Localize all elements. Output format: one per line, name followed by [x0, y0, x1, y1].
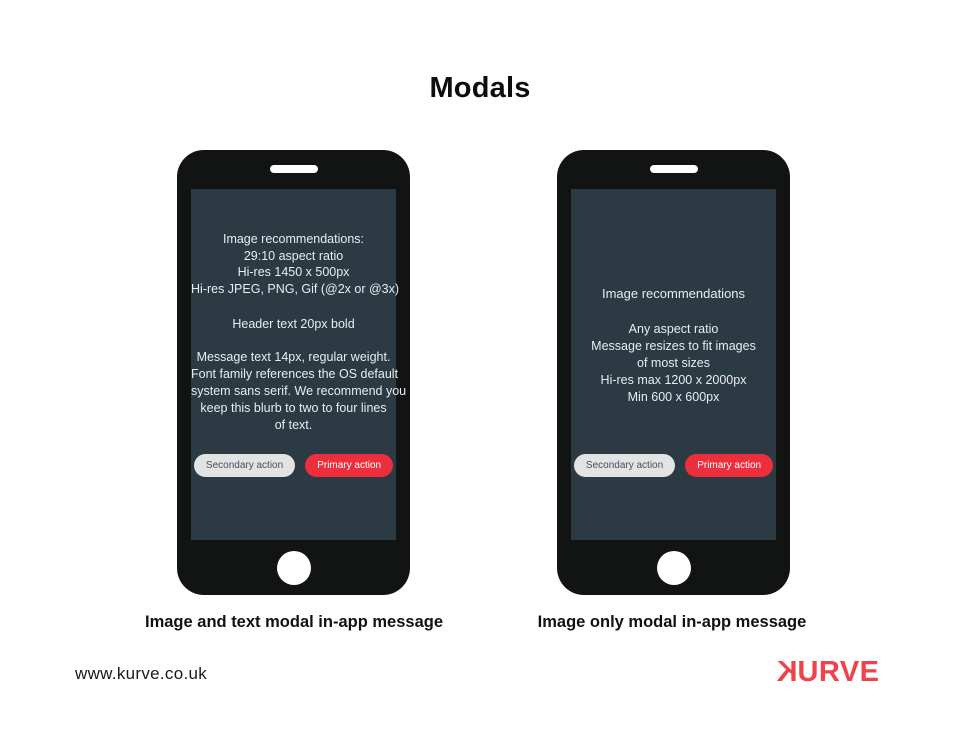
website-url: www.kurve.co.uk — [75, 664, 208, 683]
detail-line: of most sizes — [637, 356, 710, 370]
secondary-action-button[interactable]: Secondary action — [574, 454, 675, 477]
message-line: of text. — [274, 418, 313, 432]
phone-frame-image-only-modal — [557, 150, 790, 595]
kurve-logo-mirrored-k: K — [776, 656, 798, 688]
recommendation-line: 29:10 aspect ratio — [243, 248, 344, 263]
primary-action-button[interactable]: Primary action — [305, 454, 393, 477]
kurve-logo — [776, 656, 880, 689]
recommendation-line: Image recommendations: — [222, 232, 365, 246]
modal-actions-row — [191, 454, 396, 477]
detail-line: Message resizes to fit images — [591, 339, 756, 353]
phone-frame-image-text-modal — [177, 150, 410, 595]
home-button — [657, 551, 691, 585]
message-line: keep this blurb to two to four lines — [200, 401, 387, 415]
phone-screen-image-text-modal — [191, 189, 407, 540]
detail-line: Hi-res max 1200 x 2000px — [600, 373, 747, 387]
message-line: Message text 14px, regular weight. — [196, 350, 391, 364]
image-recommendations-heading: Image recommendations — [601, 286, 746, 301]
speaker-slot — [650, 165, 698, 173]
primary-action-button[interactable]: Primary action — [685, 454, 773, 477]
secondary-action-button[interactable]: Secondary action — [194, 454, 295, 477]
recommendation-line: Hi-res 1450 x 500px — [237, 265, 350, 279]
image-recommendations-block — [191, 231, 400, 297]
modal-actions-row — [571, 454, 776, 477]
header-spec-line: Header text 20px bold — [232, 317, 355, 331]
message-spec-block — [191, 349, 407, 434]
speaker-slot — [270, 165, 318, 173]
message-line: system sans serif. We recommend you — [191, 384, 407, 398]
detail-line: Any aspect ratio — [628, 322, 719, 336]
detail-line: Min 600 x 600px — [627, 390, 720, 404]
recommendation-line: Hi-res JPEG, PNG, Gif (@2x or @3x) — [191, 281, 400, 296]
page-title: Modals — [429, 72, 531, 104]
kurve-logo-rest: URVE — [797, 656, 880, 688]
message-line: Font family references the OS default — [191, 367, 399, 381]
image-recommendations-details — [571, 321, 776, 406]
home-button — [277, 551, 311, 585]
caption-image-text-modal: Image and text modal in-app message — [145, 613, 443, 631]
phone-screen-image-only-modal — [571, 189, 776, 540]
caption-image-only-modal: Image only modal in-app message — [537, 613, 807, 631]
